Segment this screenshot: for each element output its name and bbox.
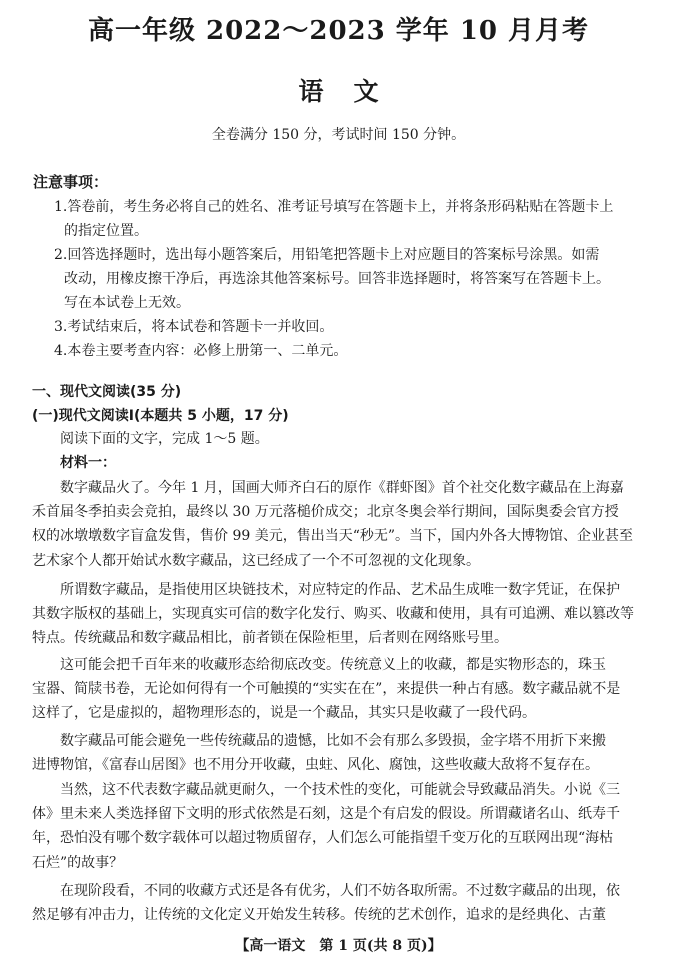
paragraph xyxy=(32,578,647,651)
section-subheading: (一)现代文阅读Ⅰ(本题共 5 小题，17 分) xyxy=(32,408,289,424)
paragraph-line: 数字藏品火了。今年 1 月，国画大师齐白石的原作《群虾图》首个社交化数字藏品在上海嘉 xyxy=(60,480,624,496)
section-heading: 一、现代文阅读(35 分) xyxy=(32,384,182,400)
paragraph-line: 在现阶段看，不同的收藏方式还是各有优劣，人们不妨各取所需。不过数字藏品的出现，依 xyxy=(60,883,620,899)
paragraph xyxy=(32,729,647,777)
paragraph-line: 年，恐怕没有哪个数字载体可以超过物质留存，人们怎么可能指望千变万化的互联网出现“海枯 xyxy=(32,830,614,847)
paragraph-line: 艺术家个人都开始试水数字藏品，这已经成了一个不可忽视的文化现象。 xyxy=(32,552,480,569)
paragraph-line: 宝器、简牍书卷，无论如何得有一个可触摸的“实实在在”，来提供一种占有感。数字藏品就不是 xyxy=(32,681,621,698)
paragraph-line: 禾首届冬季拍卖会竞拍，最终以 30 万元落槌价成交；北京冬奥会举行期间，国际奥委会官方授 xyxy=(32,504,619,521)
notice-line: 改动，用橡皮擦干净后，再选涂其他答案标号。回答非选择题时，将答案写在答题卡上。 xyxy=(64,271,610,287)
notice-line: 1.答卷前，考生务必将自己的姓名、准考证号填写在答题卡上，并将条形码粘贴在答题卡上 xyxy=(54,199,614,215)
reading-instruction: 阅读下面的文字，完成 1～5 题。 xyxy=(60,431,269,447)
material-label: 材料一： xyxy=(60,455,116,471)
paragraph-line: 然足够有冲击力，让传统的文化定义开始发生转移。传统的艺术创作，追求的是经典化、古董 xyxy=(32,907,606,924)
subject-title: 语文 xyxy=(298,77,409,106)
paragraph-line: 所谓数字藏品，是指使用区块链技术，对应特定的作品、艺术品生成唯一数字凭证，在保护 xyxy=(60,582,620,598)
page-footer: 【高一语文 第 1 页(共 8 页)】 xyxy=(235,938,442,954)
notice-line: 4.本卷主要考查内容：必修上册第一、二单元。 xyxy=(54,343,348,359)
paragraph-line: 数字藏品可能会避免一些传统藏品的遗憾，比如不会有那么多毁损，金字塔不用折下来搬 xyxy=(60,733,606,749)
paragraph-line: 特点。传统藏品和数字藏品相比，前者锁在保险柜里，后者则在网络账号里。 xyxy=(32,630,508,647)
paragraph-line: 其数字版权的基础上，实现真实可信的数字化发行、购买、收藏和使用，具有可追溯、难以篡改等 xyxy=(32,606,634,623)
paragraph xyxy=(32,476,647,573)
paragraph xyxy=(32,879,647,927)
paragraph-line: 这可能会把千百年来的收藏形态给彻底改变。传统意义上的收藏，都是实物形态的，珠玉 xyxy=(60,657,606,673)
paragraph-line: 权的冰墩墩数字盲盒发售，售价 99 美元，售出当天“秒无”。当下，国内外各大博物馆、企业甚至 xyxy=(32,528,634,545)
notice-list xyxy=(54,195,654,363)
paragraph-line: 石烂”的故事？ xyxy=(32,854,124,871)
paragraph-line: 体》里未来人类选择留下文明的形式依然是石刻，这是个有启发的假设。所谓藏诸名山、纸寿千 xyxy=(32,806,620,823)
exam-title: 高一年级 2022～2023 学年 10 月月考 xyxy=(87,16,590,46)
paragraph-line: 当然，这不代表数字藏品就更耐久，一个技术性的变化，可能就会导致藏品消失。小说《三 xyxy=(60,782,620,798)
paragraph-line: 进博物馆，《富春山居图》也不用分开收藏，虫蛀、风化、腐蚀，这些收藏大敌将不复存在。 xyxy=(32,757,599,774)
notice-line: 的指定位置。 xyxy=(64,223,148,239)
notice-line: 3.考试结束后，将本试卷和答题卡一并收回。 xyxy=(54,319,334,335)
notice-heading: 注意事项： xyxy=(33,173,109,191)
notice-line: 2.回答选择题时，选出每小题答案后，用铅笔把答题卡上对应题目的答案标号涂黑。如需 xyxy=(54,247,600,263)
paragraph-line: 这样了，它是虚拟的，超物理形态的，说是一个藏品，其实只是收藏了一段代码。 xyxy=(32,705,536,722)
notice-line: 写在本试卷上无效。 xyxy=(64,295,190,311)
paragraph xyxy=(32,653,647,726)
exam-meta: 全卷满分 150 分，考试时间 150 分钟。 xyxy=(211,127,466,143)
paragraph xyxy=(32,778,647,875)
